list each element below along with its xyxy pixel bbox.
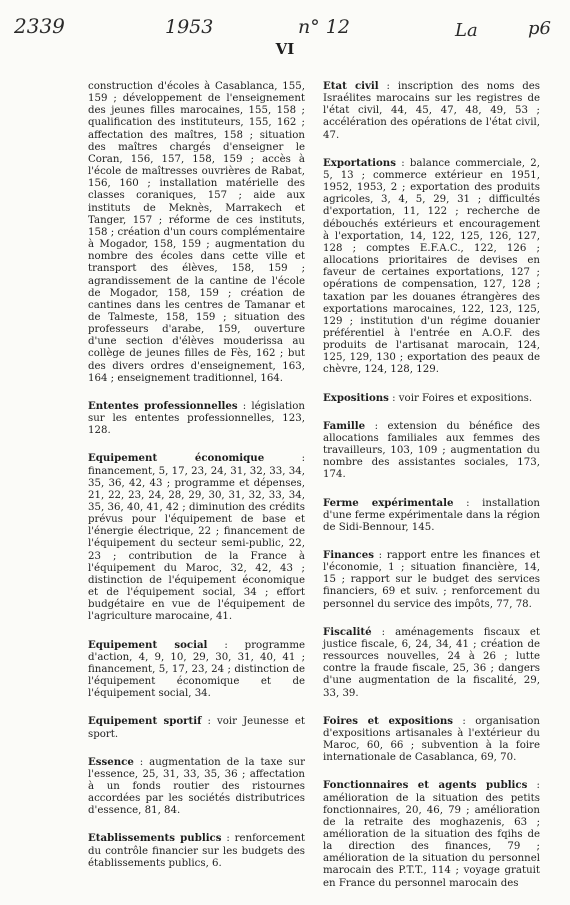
entry-text: : balance commerciale, 2, 5, 13 ; commerce extérieur en 1951, 1952, 1953, 2 ; exportation des produits agricoles, 3, 4, 5, 29, 31 ; difficultés d'exportation, 11, 122 ; recherche de débouchés extérieurs et encouragement à l'exportation, 14, 122, 125, 126, 127, 128 ; comptes E.F.A.C., 122, 126 ; allocations prioritaires de devises en faveur de certaines exportations, 127 ; opérations de compensation, 127, 128 ; taxation par les douanes étrangères des exportations marocaines, 122, 123, 125, 129 ; institution d'un régime douanier préférentiel à l'entrée en A.O.F. des produits de l'artisanat marocain, 124, 125, 129, 130 ; exportation des peaux de chèvre, 124, 128, 129. <box>323 157 540 376</box>
entry-heading: Equipement sportif <box>88 715 202 728</box>
entry-heading: Famille <box>323 419 366 432</box>
index-entry <box>323 497 540 534</box>
entry-heading: Finances <box>323 549 374 561</box>
index-entry <box>323 549 540 611</box>
index-entry <box>88 400 305 437</box>
entry-heading: Essence <box>88 755 134 768</box>
entry-text: : augmentation de la taxe sur l'essence, 25, 31, 33, 35, 36 ; affectation à un fonds routier des ristournes accordées par les sociétés distributrices d'essence, 81, 84. <box>88 756 305 817</box>
entry-text: : aménagements fiscaux et justice fiscale, 6, 24, 34, 41 ; création de ressources nouvelles, 24 à 26 ; lutte contre la fraude fiscale, 25, 36 ; dangers d'une augmentation de la fiscalité, 29, 33, 39. <box>323 626 540 699</box>
handwritten-document-number: 2339 <box>14 14 65 38</box>
entry-text: : législation sur les ententes professionnelles, 123, 128. <box>88 400 305 437</box>
entry-heading: Foires et expositions <box>323 714 454 727</box>
index-entry <box>323 715 540 765</box>
page-number-header: VI <box>275 40 295 58</box>
entry-heading: Etat civil <box>323 80 379 92</box>
entry-text: : programme d'action, 4, 9, 10, 29, 30, 31, 40, 41 ; financement, 5, 17, 23, 24 ; distinction de l'équipement économique et de l'équipement social, 34. <box>88 639 306 700</box>
index-entry <box>323 80 540 142</box>
entry-text: : financement, 5, 17, 23, 24, 31, 32, 33, 34, 35, 36, 42, 43 ; programme et dépenses, 21, 22, 23, 24, 28, 29, 30, 31, 32, 33, 34, 35, 36, 40, 41, 42 ; diminution des crédits prévus pour l'équipement de base et l'énergie électrique, 22 ; financement de l'équipement du secteur semi-public, 22, 23 ; contribution de la France à l'équipement du Maroc, 32, 42, 43 ; distinction de l'équipement économique et de l'équipement social, 34 ; effort budgétaire en vue de l'équipement de l'agriculture marocaine, 41. <box>88 453 305 623</box>
index-entry <box>323 626 540 700</box>
entry-heading: Fonctionnaires et agents publics <box>323 779 528 792</box>
entry-heading: Etablissements publics <box>88 832 222 845</box>
index-column-left <box>88 80 305 885</box>
index-entry <box>88 639 305 701</box>
handwritten-issue-number: n° 12 <box>298 16 350 38</box>
index-column-right <box>323 80 540 905</box>
entry-text: : inscription des noms des Israélites marocains sur les registres de l'état civil, 44, 45, 47, 48, 49, 53 ; accélération des opérations de l'état civil, 47. <box>323 81 540 141</box>
handwritten-note: La <box>455 20 478 41</box>
entry-heading: Expositions <box>323 391 389 404</box>
index-entry <box>88 715 305 740</box>
entry-heading: Ferme expérimentale <box>323 496 454 509</box>
entry-text: : voir Foires et expositions. <box>388 392 533 404</box>
index-entry <box>88 832 305 869</box>
index-entry <box>88 80 305 385</box>
entry-heading: Equipement social <box>88 638 208 651</box>
entry-text: : extension du bénéfice des allocations familiales aux femmes des travailleurs, 103, 109 ; augmentation du nombre des assistantes sociales, 173, 174. <box>323 420 540 481</box>
entry-heading: Ententes professionnelles <box>88 399 238 412</box>
entry-heading: Exportations <box>323 156 396 169</box>
index-entry <box>323 420 540 482</box>
entry-heading: Equipement économique <box>88 452 265 465</box>
entry-text: : renforcement du contrôle financier sur les budgets des établissements publics, 6. <box>88 833 305 869</box>
index-entry <box>323 157 540 377</box>
index-entry <box>88 756 305 818</box>
entry-text: : amélioration de la situation des petits fonctionnaires, 20, 46, 79 ; amélioration de la retraite des moghazenis, 63 ; amélioration de la situation des fqihs de la direction des finances, 79 ; amélioration de la situation du personnel marocain des P.T.T., 114 ; voyage gratuit en France du personnel marocain des <box>323 780 540 889</box>
index-entry <box>88 452 305 623</box>
index-entry <box>323 779 540 889</box>
handwritten-year: 1953 <box>165 16 214 38</box>
entry-text: : installation d'une ferme expérimentale dans la région de Sidi-Bennour, 145. <box>323 497 540 533</box>
index-entry <box>323 392 540 405</box>
entry-text: : organisation d'expositions artisanales à l'extérieur du Maroc, 60, 66 ; subvention à la foire internationale de Casablanca, 69, 70. <box>323 715 540 764</box>
handwritten-page-ref: p6 <box>528 18 551 39</box>
entry-text: : voir Jeunesse et sport. <box>88 716 305 740</box>
entry-heading: Fiscalité <box>323 625 372 638</box>
entry-text: : rapport entre les finances et l'économie, 1 ; situation financière, 14, 15 ; rapport sur le budget des services financiers, 69 et suiv. ; renforcement du personnel du service des impôts, 77, 78. <box>323 550 540 610</box>
entry-text: construction d'écoles à Casablanca, 155, 159 ; développement de l'enseignement des jeunes filles marocaines, 155, 158 ; qualification des instituteurs, 155, 162 ; affectation des maîtres, 158 ; situation des maîtres chargés d'enseigner le Coran, 156, 157, 158, 159 ; accès à l'école de maîtresses ouvrières de Rabat, 156, 160 ; installation matérielle des classes coraniques, 157 ; aide aux instituts de Meknès, Marrakech et Tanger, 157 ; réforme de ces instituts, 158 ; création d'un cours complémentaire à Mogador, 158, 159 ; augmentation du nombre des écoles dans cette ville et transport des élèves, 158, 159 ; agrandissement de la cantine de l'école de Mogador, 158, 159 ; création de cantines dans les centres de Tamanar et de Talmeste, 158, 159 ; situation des professeurs d'arabe, 159, ouverture d'une section d'élèves mouderissa au collège de jeunes filles de Fès, 162 ; but des divers ordres d'enseignement, 163, 164 ; enseignement traditionnel, 164. <box>88 81 305 384</box>
